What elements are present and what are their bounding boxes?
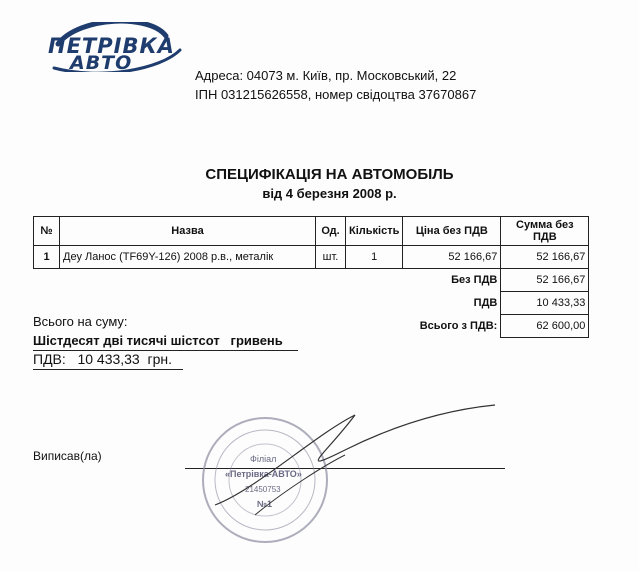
company-tax-info: ІПН 031215626558, номер свідоцтва 37670867: [195, 87, 477, 102]
col-header-name: Назва: [60, 217, 316, 246]
cell-name: Деу Ланос (TF69Y-126) 2008 р.в., металік: [60, 246, 316, 269]
total-row-vat: [34, 292, 589, 315]
col-header-qty: Кількість: [346, 217, 403, 246]
document-title: СПЕЦИФІКАЦІЯ НА АВТОМОБІЛЬ: [205, 166, 454, 183]
total-row-net: [34, 269, 589, 292]
total-value-net: 52 166,67: [501, 269, 589, 292]
total-value-vat: 10 433,33: [501, 292, 589, 315]
logo-text-line1: ПЕТРІВКА: [48, 34, 175, 58]
stamp-branch: Філіал: [250, 454, 277, 464]
stamp-name: «Петрівка-АВТО»: [225, 469, 302, 479]
stamp-number: №1: [257, 499, 273, 509]
signed-by-label: Виписав(ла): [33, 449, 102, 463]
stamp-code: 21450753: [245, 485, 281, 494]
table-header-row: [34, 217, 589, 246]
col-header-unit: Од.: [316, 217, 346, 246]
table-row: [34, 246, 589, 269]
col-header-no: №: [34, 217, 60, 246]
cell-qty: 1: [346, 246, 403, 269]
total-label-net: Без ПДВ: [451, 274, 498, 287]
total-label-vat: ПДВ: [473, 297, 498, 309]
cell-unit: шт.: [316, 246, 346, 269]
cell-price: 52 166,67: [403, 246, 501, 269]
col-header-price: Ціна без ПДВ: [403, 217, 501, 246]
logo-text-line2: АВТО: [70, 52, 133, 74]
company-address: Адреса: 04073 м. Київ, пр. Московський, 22: [195, 68, 457, 83]
summary-words: Шістдесят дві тисячі шістсот гривень: [33, 333, 298, 351]
company-logo: [40, 22, 188, 72]
stamp-seal-icon: [195, 395, 525, 565]
cell-sum: 52 166,67: [501, 246, 589, 269]
col-header-sum: Сумма без ПДВ: [501, 217, 589, 246]
total-label-gross: Всього з ПДВ:: [419, 320, 498, 332]
document-date: від 4 березня 2008 р.: [262, 186, 397, 201]
summary-label: Всього на суму:: [33, 314, 128, 329]
cell-no: 1: [34, 246, 60, 269]
total-value-gross: 62 600,00: [501, 315, 589, 338]
summary-vat: ПДВ: 10 433,33 грн.: [33, 351, 183, 370]
